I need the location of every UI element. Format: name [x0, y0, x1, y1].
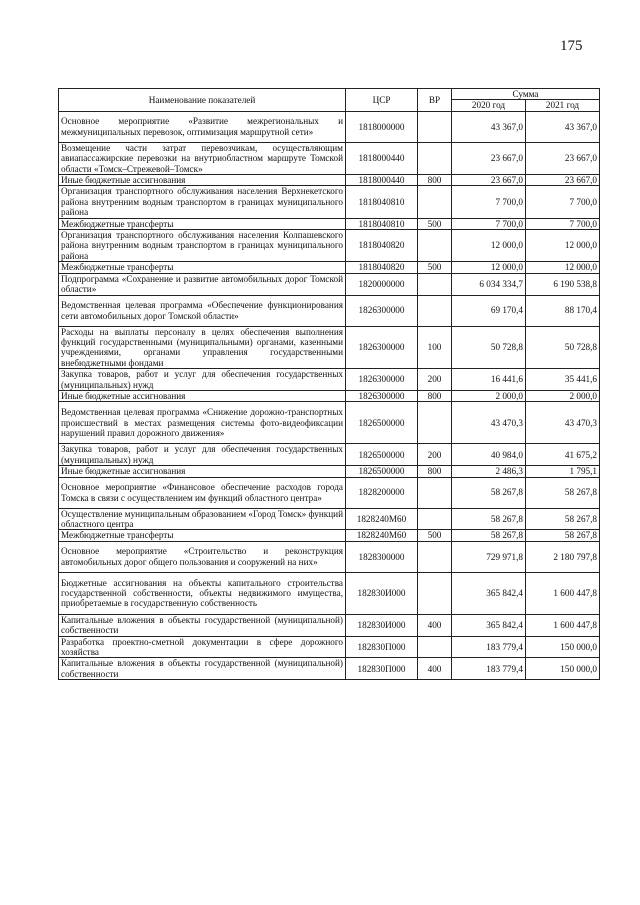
- row-csr: 182830П000: [346, 658, 418, 680]
- row-sum-2021: 35 441,6: [526, 369, 600, 391]
- header-csr: ЦСР: [346, 89, 418, 112]
- row-sum-2020: 58 267,8: [452, 477, 526, 508]
- row-sum-2021: 23 667,0: [526, 142, 600, 174]
- row-name: Межбюджетные трансферты: [59, 530, 346, 541]
- table-row: [59, 466, 600, 477]
- row-csr: 1828240М60: [346, 508, 418, 530]
- row-csr: 1826300000: [346, 369, 418, 391]
- table-row: [59, 369, 600, 391]
- row-vr: 800: [418, 175, 452, 186]
- row-sum-2021: 43 367,0: [526, 111, 600, 142]
- row-sum-2021: 6 190 538,8: [526, 273, 600, 295]
- table-row: [59, 572, 600, 614]
- table-row: [59, 390, 600, 401]
- row-csr: 1818000000: [346, 111, 418, 142]
- table-row: [59, 614, 600, 636]
- row-sum-2020: 58 267,8: [452, 508, 526, 530]
- table-row: [59, 444, 600, 466]
- row-sum-2020: 7 700,0: [452, 186, 526, 218]
- row-vr: 800: [418, 390, 452, 401]
- table-row: [59, 218, 600, 229]
- row-name: Организация транспортного обслуживания населения Верхнекетского района внутренним водным транспортом в границах муниципального района: [59, 186, 346, 218]
- row-csr: 182830И000: [346, 572, 418, 614]
- row-csr: 1818040810: [346, 186, 418, 218]
- row-vr: [418, 572, 452, 614]
- table-row: [59, 402, 600, 444]
- row-sum-2021: 12 000,0: [526, 262, 600, 273]
- row-vr: [418, 295, 452, 326]
- table-row: [59, 295, 600, 326]
- row-sum-2021: 7 700,0: [526, 186, 600, 218]
- row-sum-2021: 50 728,8: [526, 326, 600, 369]
- row-vr: [418, 186, 452, 218]
- row-name: Возмещение части затрат перевозчикам, осуществляющим авиапассажирские перевозки на внутриобластном маршруте Томской области «Томск–Стрежевой–Томск»: [59, 142, 346, 174]
- row-vr: 500: [418, 262, 452, 273]
- row-sum-2021: 2 180 797,8: [526, 541, 600, 572]
- row-name: Закупка товаров, работ и услуг для обеспечения государственных (муниципальных) нужд: [59, 444, 346, 466]
- table-row: [59, 636, 600, 658]
- row-vr: [418, 636, 452, 658]
- row-vr: 400: [418, 658, 452, 680]
- table-row: [59, 186, 600, 218]
- row-csr: 182830И000: [346, 614, 418, 636]
- row-sum-2020: 183 779,4: [452, 636, 526, 658]
- row-vr: 400: [418, 614, 452, 636]
- row-sum-2020: 23 667,0: [452, 142, 526, 174]
- row-sum-2020: 183 779,4: [452, 658, 526, 680]
- row-name: Основное мероприятие «Строительство и реконструкция автомобильных дорог общего пользования и сооружений на них»: [59, 541, 346, 572]
- row-csr: 1818040820: [346, 262, 418, 273]
- header-name: Наименование показателей: [59, 89, 346, 112]
- row-vr: [418, 402, 452, 444]
- row-csr: 1826500000: [346, 466, 418, 477]
- row-name: Подпрограмма «Сохранение и развитие автомобильных дорог Томской области»: [59, 273, 346, 295]
- row-sum-2021: 88 170,4: [526, 295, 600, 326]
- row-name: Межбюджетные трансферты: [59, 262, 346, 273]
- row-csr: 1826500000: [346, 444, 418, 466]
- row-vr: [418, 230, 452, 262]
- header-sum: Сумма: [452, 89, 600, 100]
- row-name: Основное мероприятие «Финансовое обеспечение расходов города Томска в связи с осуществлением им функций областного центра»: [59, 477, 346, 508]
- row-name: Разработка проектно-сметной документации в сфере дорожного хозяйства: [59, 636, 346, 658]
- row-sum-2020: 365 842,4: [452, 572, 526, 614]
- header-year-2021: 2021 год: [526, 100, 600, 111]
- table-row: [59, 326, 600, 369]
- row-name: Иные бюджетные ассигнования: [59, 466, 346, 477]
- row-name: Иные бюджетные ассигнования: [59, 175, 346, 186]
- row-sum-2020: 16 441,6: [452, 369, 526, 391]
- table-row: [59, 273, 600, 295]
- table-row: [59, 142, 600, 174]
- row-name: Иные бюджетные ассигнования: [59, 390, 346, 401]
- row-name: Капитальные вложения в объекты государственной (муниципальной) собственности: [59, 658, 346, 680]
- row-vr: [418, 142, 452, 174]
- page-number: 175: [560, 38, 583, 54]
- row-sum-2020: 40 984,0: [452, 444, 526, 466]
- table-row: [59, 111, 600, 142]
- header-year-2020: 2020 год: [452, 100, 526, 111]
- row-name: Закупка товаров, работ и услуг для обеспечения государственных (муниципальных) нужд: [59, 369, 346, 391]
- budget-table: [58, 88, 600, 680]
- row-name: Основное мероприятие «Развитие межрегиональных и межмуниципальных перевозок, оптимизация маршрутной сети»: [59, 111, 346, 142]
- row-vr: 500: [418, 218, 452, 229]
- row-csr: 1818000440: [346, 175, 418, 186]
- row-csr: 1818000440: [346, 142, 418, 174]
- row-sum-2020: 69 170,4: [452, 295, 526, 326]
- row-name: Межбюджетные трансферты: [59, 218, 346, 229]
- row-sum-2020: 12 000,0: [452, 230, 526, 262]
- table-row: [59, 508, 600, 530]
- row-csr: 1828300000: [346, 541, 418, 572]
- row-vr: 500: [418, 530, 452, 541]
- table-row: [59, 262, 600, 273]
- table-row: [59, 230, 600, 262]
- row-csr: 1826300000: [346, 326, 418, 369]
- row-sum-2021: 7 700,0: [526, 218, 600, 229]
- row-name: Осуществление муниципальным образованием «Город Томск» функций областного центра: [59, 508, 346, 530]
- row-sum-2021: 1 795,1: [526, 466, 600, 477]
- table-row: [59, 541, 600, 572]
- row-sum-2020: 729 971,8: [452, 541, 526, 572]
- row-csr: 1826300000: [346, 390, 418, 401]
- table-row: [59, 175, 600, 186]
- row-sum-2021: 150 000,0: [526, 658, 600, 680]
- row-csr: 1826300000: [346, 295, 418, 326]
- row-sum-2021: 1 600 447,8: [526, 572, 600, 614]
- row-sum-2020: 50 728,8: [452, 326, 526, 369]
- row-csr: 1828200000: [346, 477, 418, 508]
- row-csr: 1828240М60: [346, 530, 418, 541]
- row-vr: [418, 541, 452, 572]
- row-name: Ведомственная целевая программа «Снижение дорожно-транспортных происшествий в местах размещения системы фото-видеофиксации нарушений правил дорожного движения»: [59, 402, 346, 444]
- row-vr: 200: [418, 444, 452, 466]
- row-name: Расходы на выплаты персоналу в целях обеспечения выполнения функций государственными (муниципальными) органами, казенными учреждениями, органами управления государственными внебюджетными фондами: [59, 326, 346, 369]
- row-vr: 200: [418, 369, 452, 391]
- row-name: Бюджетные ассигнования на объекты капитального строительства государственной собственности, объекты недвижимого имущества, приобретаемые в государственную собственность: [59, 572, 346, 614]
- row-sum-2021: 23 667,0: [526, 175, 600, 186]
- row-sum-2020: 365 842,4: [452, 614, 526, 636]
- row-sum-2021: 43 470,3: [526, 402, 600, 444]
- row-sum-2021: 12 000,0: [526, 230, 600, 262]
- row-sum-2020: 43 470,3: [452, 402, 526, 444]
- row-vr: [418, 508, 452, 530]
- row-sum-2021: 58 267,8: [526, 530, 600, 541]
- row-sum-2021: 2 000,0: [526, 390, 600, 401]
- row-vr: [418, 273, 452, 295]
- row-sum-2021: 150 000,0: [526, 636, 600, 658]
- row-vr: [418, 477, 452, 508]
- header-vr: ВР: [418, 89, 452, 112]
- row-sum-2020: 12 000,0: [452, 262, 526, 273]
- row-name: Капитальные вложения в объекты государственной (муниципальной) собственности: [59, 614, 346, 636]
- row-vr: [418, 111, 452, 142]
- row-sum-2021: 58 267,8: [526, 508, 600, 530]
- row-sum-2020: 43 367,0: [452, 111, 526, 142]
- row-sum-2020: 58 267,8: [452, 530, 526, 541]
- row-vr: 800: [418, 466, 452, 477]
- row-csr: 182830П000: [346, 636, 418, 658]
- row-csr: 1818040820: [346, 230, 418, 262]
- row-csr: 1818040810: [346, 218, 418, 229]
- row-sum-2020: 23 667,0: [452, 175, 526, 186]
- row-sum-2021: 1 600 447,8: [526, 614, 600, 636]
- table-row: [59, 658, 600, 680]
- row-sum-2020: 6 034 334,7: [452, 273, 526, 295]
- row-name: Ведомственная целевая программа «Обеспечение функционирования сети автомобильных дорог Томской области»: [59, 295, 346, 326]
- row-sum-2021: 58 267,8: [526, 477, 600, 508]
- row-sum-2020: 7 700,0: [452, 218, 526, 229]
- row-sum-2020: 2 486,3: [452, 466, 526, 477]
- row-csr: 1826500000: [346, 402, 418, 444]
- table-row: [59, 477, 600, 508]
- row-name: Организация транспортного обслуживания населения Колпашевского района внутренним водным транспортом в границах муниципального района: [59, 230, 346, 262]
- row-sum-2020: 2 000,0: [452, 390, 526, 401]
- row-sum-2021: 41 675,2: [526, 444, 600, 466]
- row-vr: 100: [418, 326, 452, 369]
- row-csr: 1820000000: [346, 273, 418, 295]
- table-row: [59, 530, 600, 541]
